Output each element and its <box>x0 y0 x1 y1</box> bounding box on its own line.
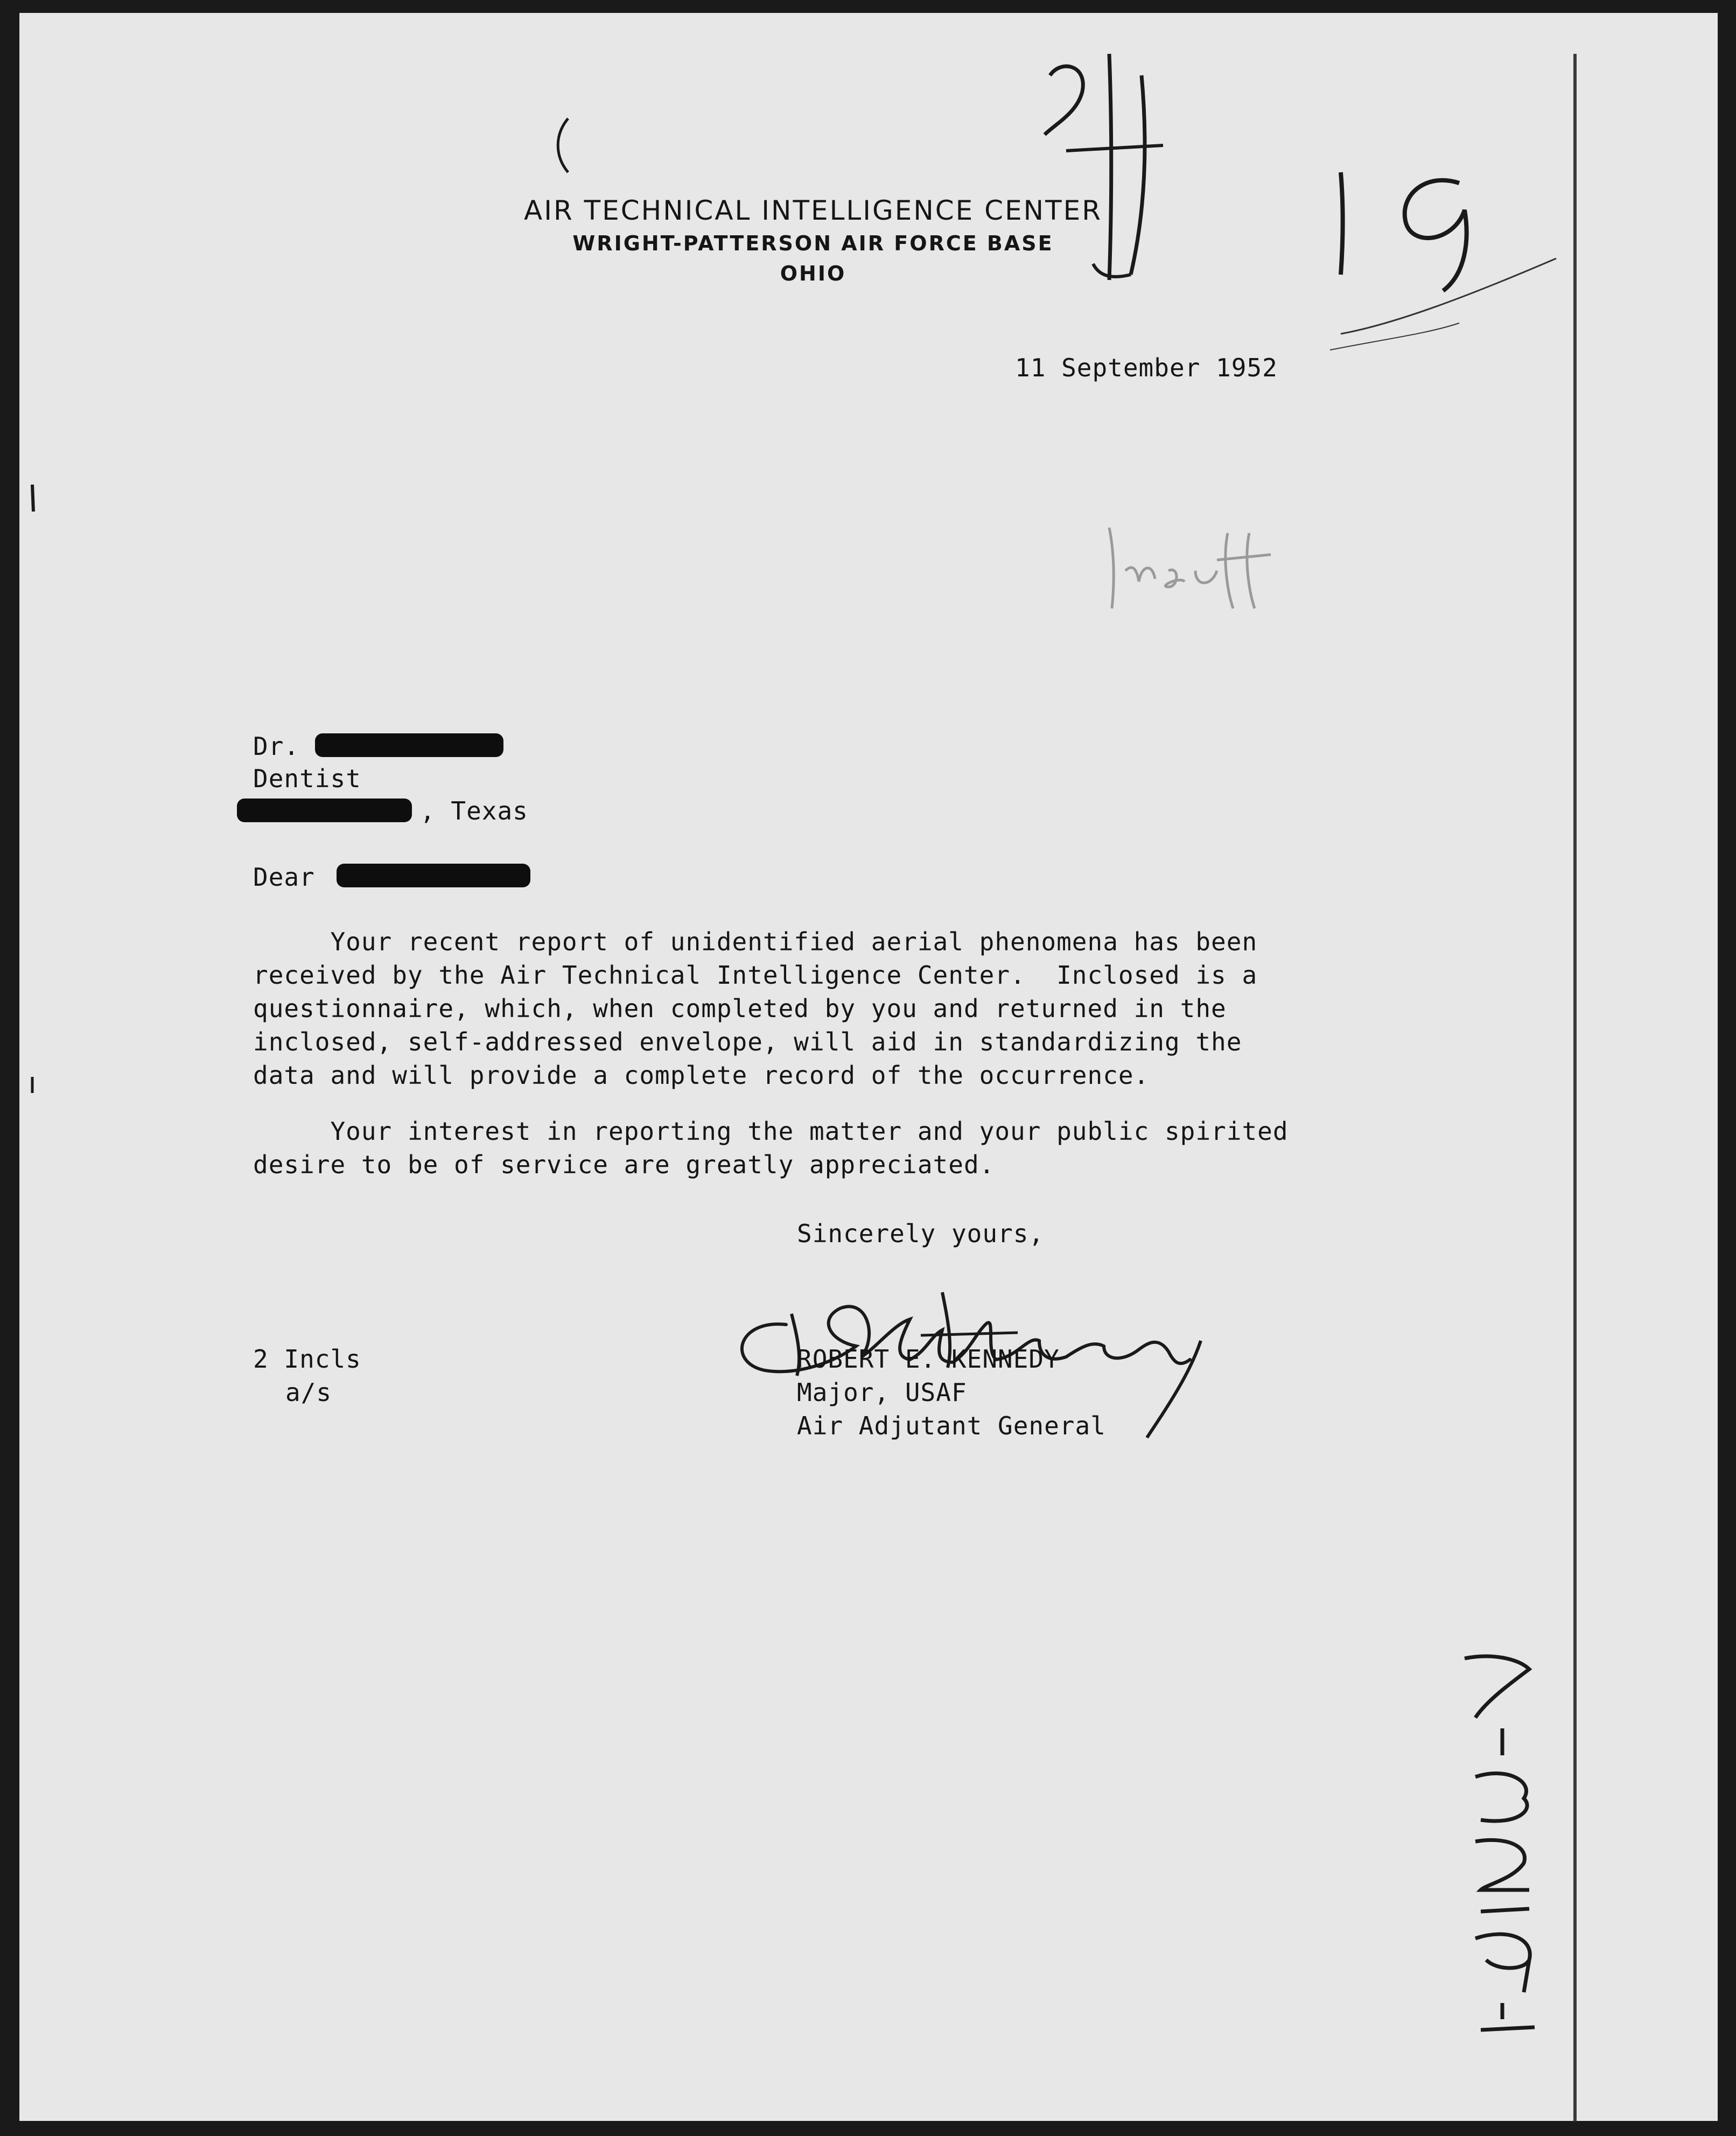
page-edge-rule <box>1573 54 1577 2121</box>
scan-border-left <box>0 0 19 2136</box>
recipient-title: Dr. <box>253 732 300 761</box>
redaction-salutation-name <box>337 864 530 887</box>
handwritten-top-number <box>1002 43 1195 302</box>
handwritten-paren-mark <box>547 116 579 175</box>
enclosure-count: 2 Incls <box>253 1344 361 1374</box>
recipient-occupation: Dentist <box>253 764 361 793</box>
redaction-name <box>315 733 503 757</box>
enclosure-note: a/s <box>285 1378 332 1407</box>
closing: Sincerely yours, <box>797 1219 1045 1248</box>
signer-name: ROBERT E. KENNEDY <box>797 1344 1060 1374</box>
body-paragraph-2: Your interest in reporting the matter and your public spirited desire to be of service are greatly appreciated. <box>253 1117 1289 1179</box>
handwritten-page-number <box>1319 151 1567 355</box>
scan-border-top <box>0 0 1736 13</box>
handwritten-insuff-note <box>1088 512 1314 625</box>
signer-title: Air Adjutant General <box>797 1411 1106 1440</box>
letterhead-base: WRIGHT-PATTERSON AIR FORCE BASE <box>572 232 1054 255</box>
scan-border-right <box>1718 0 1736 2136</box>
letterhead-org: AIR TECHNICAL INTELLIGENCE CENTER <box>524 195 1102 226</box>
salutation: Dear <box>253 863 315 892</box>
recipient-state: , Texas <box>420 796 528 825</box>
handwritten-side-reference <box>1443 1637 1562 2046</box>
letterhead-state: OHIO <box>780 262 846 285</box>
signer-rank: Major, USAF <box>797 1378 967 1407</box>
scan-border-bottom <box>0 2121 1736 2136</box>
body-paragraph-1: Your recent report of unidentified aerial phenomena has been received by the Air Technical Intelligence Center. Inclosed is a questionnaire, which, when completed by you and returned in the inclosed, self-addressed envelope, will aid in standardizing the data and will provide a complete record of the occurrence. <box>253 927 1258 1090</box>
letter-date: 11 September 1952 <box>1015 353 1278 382</box>
margin-marks <box>22 474 43 1120</box>
redaction-city <box>237 799 412 822</box>
